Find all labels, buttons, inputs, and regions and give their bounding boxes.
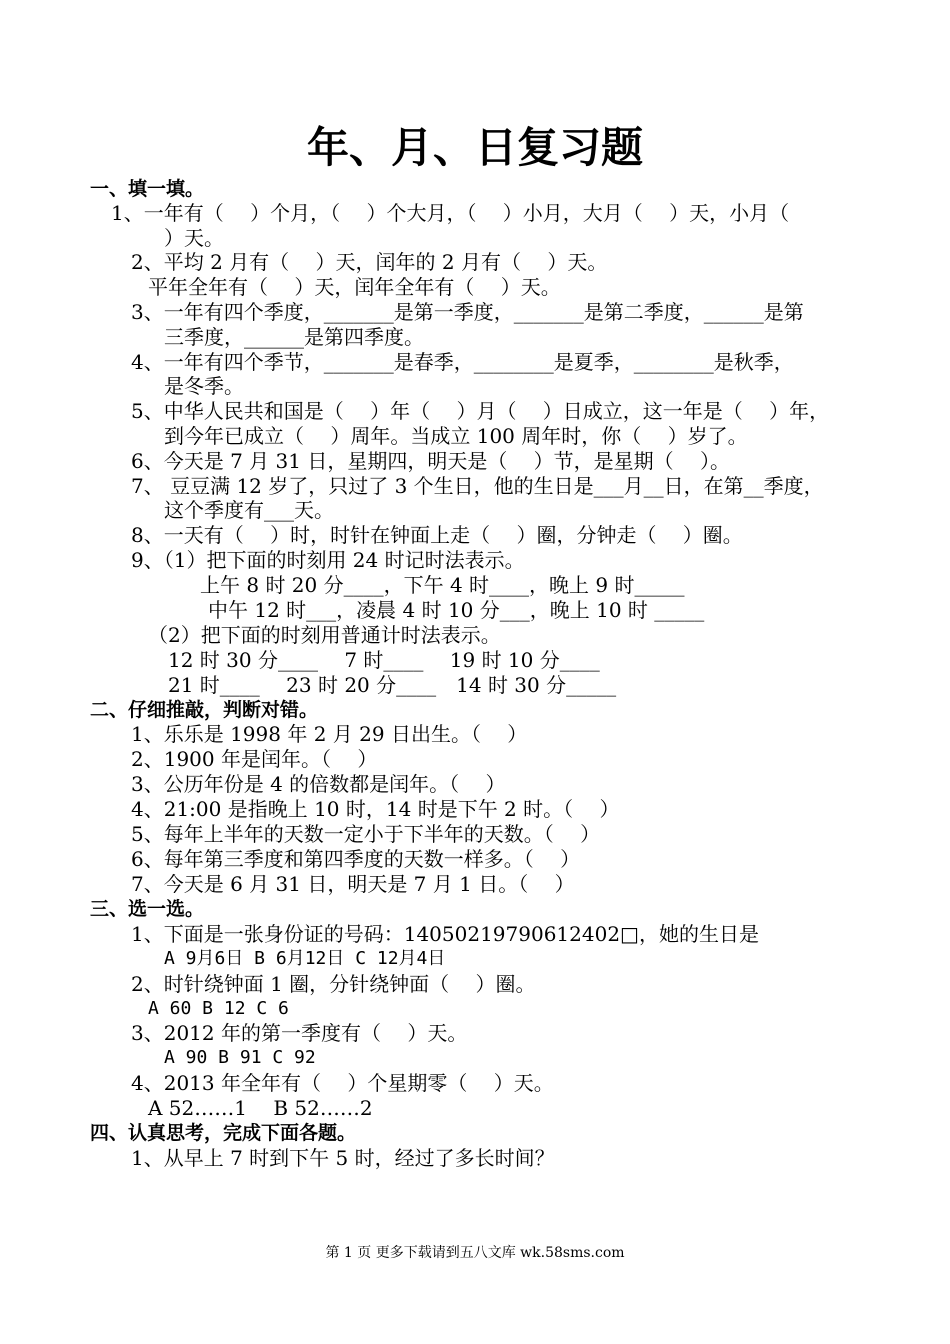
question-1-line-2: ）天。 [164,226,224,250]
judge-item-2: 2、1900 年是闰年。（ ） [131,747,378,771]
question-9-row-4: 21 时____ 23 时 20 分____ 14 时 30 分_____ [168,673,617,697]
question-7-line-1: 7、 豆豆满 12 岁了，只过了 3 个生日，他的生日是___月__日，在第__季度， [131,474,824,498]
section-heading-4: 四、认真思考，完成下面各题。 [90,1122,357,1144]
judge-item-5: 5、每年上半年的天数一定小于下半年的天数。（ ） [131,822,601,846]
question-6: 6、今天是 7 月 31 日，星期四，明天是（ ）节，是星期（ ）。 [131,449,731,473]
page-footer: 第 1 页 更多下载请到五八文库 wk.58sms.com [325,1245,625,1261]
choice-question-2: 2、时针绕钟面 1 圈，分针绕钟面（ ）圈。 [131,972,536,996]
judge-item-1: 1、乐乐是 1998 年 2 月 29 日出生。（ ） [131,722,528,746]
section-heading-1: 一、填一填。 [90,178,205,200]
choice-question-4: 4、2013 年全年有（ ）个星期零（ ）天。 [131,1071,554,1095]
judge-item-6: 6、每年第三季度和第四季度的天数一样多。（ ） [131,847,581,871]
page-title: 年、月、日复习题 [306,123,643,172]
question-3-line-2: 三季度，______是第四季度。 [164,325,424,349]
thinking-question-1: 1、从早上 7 时到下午 5 时，经过了多长时间？ [131,1146,555,1170]
question-9-row-3: 12 时 30 分____ 7 时____ 19 时 10 分____ [168,648,600,672]
choice-options-4: A 52……1 B 52……2 [148,1096,373,1120]
question-1-line-1: 1、一年有（ ）个月，（ ）个大月，（ ）小月，大月（ ）天，小月（ [111,201,790,225]
choice-options-3: A 90 B 91 C 92 [164,1047,316,1068]
question-7-line-2: 这个季度有___天。 [164,498,334,522]
question-8: 8、一天有（ ）时，时针在钟面上走（ ）圈，分钟走（ ）圈。 [131,523,743,547]
question-4-line-1: 4、一年有四个季节，_______是春季，________是夏季，________是秋季， [131,350,794,374]
question-2-line-2: 平年全年有（ ）天，闰年全年有（ ）天。 [148,275,561,299]
question-2-line-1: 2、平均 2 月有（ ）天，闰年的 2 月有（ ）天。 [131,250,608,274]
question-5-line-1: 5、中华人民共和国是（ ）年（ ）月（ ）日成立，这一年是（ ）年， [131,399,830,423]
choice-options-2: A 60 B 12 C 6 [148,998,289,1019]
judge-item-7: 7、今天是 6 月 31 日，明天是 7 月 1 日。（ ） [131,872,575,896]
question-9-part-2: （2）把下面的时刻用普通计时法表示。 [148,623,501,647]
question-3-line-1: 3、一年有四个季度，_______是第一季度，_______是第二季度，______是第 [131,300,804,324]
judge-item-4: 4、21:00 是指晚上 10 时，14 时是下午 2 时。（ ） [131,797,620,821]
choice-question-3: 3、2012 年的第一季度有（ ）天。 [131,1021,468,1045]
question-9-part-1: 9、（1）把下面的时刻用 24 时记时法表示。 [131,548,525,572]
question-9-row-2: 中午 12 时___，凌晨 4 时 10 分___，晚上 10 时 _____ [208,598,705,622]
section-heading-3: 三、选一选。 [90,898,205,920]
question-9-row-1: 上午 8 时 20 分____，下午 4 时____，晚上 9 时_____ [200,573,685,597]
choice-question-1: 1、下面是一张身份证的号码：14050219790612402□，她的生日是 [131,922,759,946]
question-4-line-2: 是冬季。 [164,374,244,398]
section-heading-2: 二、仔细推敲，判断对错。 [90,699,319,721]
judge-item-3: 3、公历年份是 4 的倍数都是闰年。（ ） [131,772,506,796]
question-5-line-2: 到今年已成立（ ）周年。当成立 100 周年时，你（ ）岁了。 [164,424,748,448]
choice-options-1: A 9月6日 B 6月12日 C 12月4日 [164,948,446,969]
